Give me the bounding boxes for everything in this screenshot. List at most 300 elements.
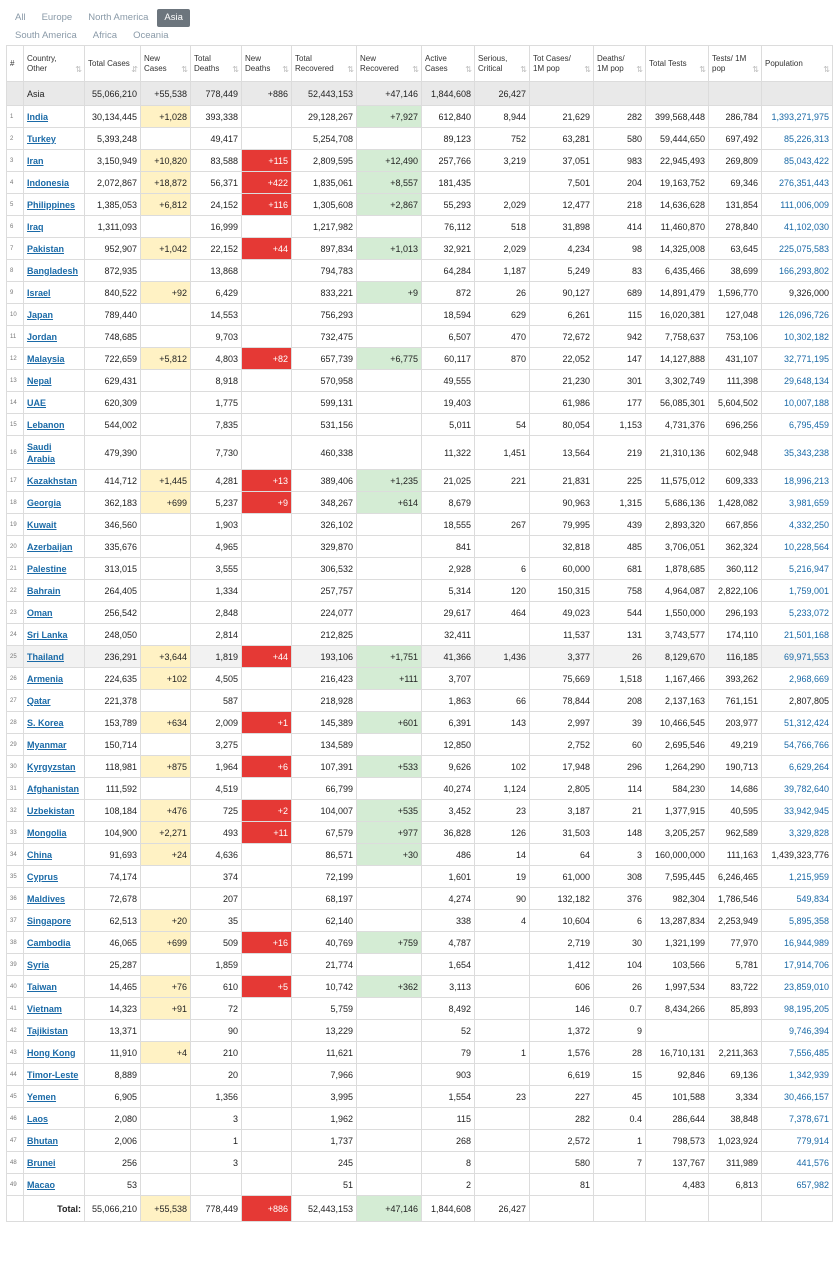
deaths-per-1m-cell: 60 xyxy=(594,734,646,756)
country-link[interactable]: Armenia xyxy=(27,673,64,684)
new-cases-cell xyxy=(141,866,191,888)
sort-icon[interactable]: ⇅ xyxy=(520,65,527,74)
new-cases-cell xyxy=(141,514,191,536)
tab-asia[interactable]: Asia xyxy=(157,9,189,27)
sort-icon[interactable]: ⇅ xyxy=(584,65,591,74)
new-recovered-cell: +9 xyxy=(357,282,422,304)
tab-europe[interactable]: Europe xyxy=(41,12,73,23)
rank-cell: 39 xyxy=(7,954,24,976)
sort-icon[interactable]: ⇅ xyxy=(232,65,239,74)
column-header-total-cases[interactable] xyxy=(85,46,141,82)
new-cases-cell xyxy=(141,624,191,646)
country-cell xyxy=(24,756,85,778)
new-recovered-cell xyxy=(357,910,422,932)
total-deaths-cell: 587 xyxy=(191,690,242,712)
active-cases-cell: 338 xyxy=(422,910,475,932)
active-cases-cell: 5,011 xyxy=(422,414,475,436)
population-cell: 6,629,264 xyxy=(762,756,833,778)
active-cases-cell: 52 xyxy=(422,1020,475,1042)
empty-cell xyxy=(709,1196,762,1222)
total-recovered-cell: 732,475 xyxy=(292,326,357,348)
total-recovered-cell: 51 xyxy=(292,1174,357,1196)
total-recovered-cell: 570,958 xyxy=(292,370,357,392)
country-link[interactable]: Tajikistan xyxy=(27,1025,68,1036)
cases-per-1m-cell: 1,576 xyxy=(530,1042,594,1064)
continent-num xyxy=(7,82,24,106)
active-cases-cell: 41,366 xyxy=(422,646,475,668)
total-recovered-cell: 5,254,708 xyxy=(292,128,357,150)
table-row xyxy=(7,844,833,866)
country-cell xyxy=(24,470,85,492)
column-header-total-deaths[interactable] xyxy=(191,46,242,82)
sort-icon[interactable]: ⇅ xyxy=(752,65,759,74)
new-recovered-cell xyxy=(357,888,422,910)
country-cell xyxy=(24,1020,85,1042)
total-recovered-cell: 21,774 xyxy=(292,954,357,976)
serious-critical-cell xyxy=(475,392,530,414)
total-tests-cell: 5,686,136 xyxy=(646,492,709,514)
country-link[interactable]: Bangladesh xyxy=(27,265,79,276)
rank-cell: 29 xyxy=(7,734,24,756)
active-cases-cell: 32,921 xyxy=(422,238,475,260)
total-tests-cell: 137,767 xyxy=(646,1152,709,1174)
total-tests-cell: 8,129,670 xyxy=(646,646,709,668)
country-link[interactable]: Jordan xyxy=(27,331,58,342)
country-cell xyxy=(24,778,85,800)
total-cases-cell: 8,889 xyxy=(85,1064,141,1086)
sort-icon[interactable]: ⇅ xyxy=(75,65,82,74)
country-link[interactable]: Saudi Arabia xyxy=(27,441,56,464)
country-link[interactable]: Kyrgyzstan xyxy=(27,761,76,772)
population-cell: 10,228,564 xyxy=(762,536,833,558)
sort-icon[interactable]: ⇅ xyxy=(181,65,188,74)
table-row xyxy=(7,756,833,778)
rank-cell: 24 xyxy=(7,624,24,646)
column-header-rank[interactable] xyxy=(7,46,24,82)
column-header-label: Population xyxy=(765,58,803,68)
total-deaths-cell: 49,417 xyxy=(191,128,242,150)
total-recovered-cell: 193,106 xyxy=(292,646,357,668)
total-deaths-cell: 7,835 xyxy=(191,414,242,436)
country-link[interactable]: Palestine xyxy=(27,563,67,574)
total-deaths-cell: 2,009 xyxy=(191,712,242,734)
rank-cell: 18 xyxy=(7,492,24,514)
new-deaths-cell xyxy=(242,1064,292,1086)
tests-per-1m-cell: 38,848 xyxy=(709,1108,762,1130)
tests-per-1m-cell: 174,110 xyxy=(709,624,762,646)
country-link[interactable]: Brunei xyxy=(27,1157,56,1168)
country-link[interactable]: Indonesia xyxy=(27,177,70,188)
serious-critical-cell: 1,187 xyxy=(475,260,530,282)
new-recovered-cell: +1,013 xyxy=(357,238,422,260)
table-row xyxy=(7,1020,833,1042)
country-link[interactable]: Yemen xyxy=(27,1091,57,1102)
total-recovered-cell: 245 xyxy=(292,1152,357,1174)
serious-critical-cell: 1 xyxy=(475,1042,530,1064)
country-link[interactable]: S. Korea xyxy=(27,717,64,728)
sort-icon[interactable]: ⇅ xyxy=(347,65,354,74)
country-link[interactable]: Israel xyxy=(27,287,51,298)
population-cell: 17,914,706 xyxy=(762,954,833,976)
country-link[interactable]: Bhutan xyxy=(27,1135,58,1146)
tab-africa[interactable]: Africa xyxy=(92,30,118,41)
new-cases-cell xyxy=(141,888,191,910)
total-recovered-cell: 1,305,608 xyxy=(292,194,357,216)
total-tests-cell: 8,434,266 xyxy=(646,998,709,1020)
new-deaths-cell xyxy=(242,734,292,756)
country-link[interactable]: Hong Kong xyxy=(27,1047,76,1058)
country-cell xyxy=(24,216,85,238)
country-link[interactable]: UAE xyxy=(27,397,47,408)
country-cell xyxy=(24,1108,85,1130)
country-cell xyxy=(24,514,85,536)
active-cases-cell: 1,601 xyxy=(422,866,475,888)
active-cases-cell: 903 xyxy=(422,1064,475,1086)
total-deaths-cell: 20 xyxy=(191,1064,242,1086)
column-header-active-cases[interactable] xyxy=(422,46,475,82)
table-row xyxy=(7,172,833,194)
country-link[interactable]: Syria xyxy=(27,959,50,970)
cases-per-1m-cell: 90,127 xyxy=(530,282,594,304)
total-active: 1,844,608 xyxy=(422,1196,475,1222)
country-link[interactable]: Taiwan xyxy=(27,981,57,992)
country-link[interactable]: Timor-Leste xyxy=(27,1069,79,1080)
deaths-per-1m-cell: 114 xyxy=(594,778,646,800)
country-link[interactable]: Mongolia xyxy=(27,827,67,838)
table-header-row xyxy=(7,46,833,82)
country-link[interactable]: China xyxy=(27,849,53,860)
country-cell xyxy=(24,1042,85,1064)
cases-per-1m-cell: 32,818 xyxy=(530,536,594,558)
sort-icon[interactable]: ⇵ xyxy=(131,65,138,74)
population-cell: 4,332,250 xyxy=(762,514,833,536)
population-cell: 7,378,671 xyxy=(762,1108,833,1130)
total-tests-cell: 4,731,376 xyxy=(646,414,709,436)
tests-per-1m-cell: 63,645 xyxy=(709,238,762,260)
new-cases-cell xyxy=(141,1152,191,1174)
column-header-label: New Deaths xyxy=(245,53,271,73)
country-link[interactable]: Iran xyxy=(27,155,44,166)
table-row xyxy=(7,976,833,998)
country-link[interactable]: Cambodia xyxy=(27,937,71,948)
rank-cell: 3 xyxy=(7,150,24,172)
country-link[interactable]: Sri Lanka xyxy=(27,629,68,640)
table-row xyxy=(7,690,833,712)
total-tests-cell: 1,264,290 xyxy=(646,756,709,778)
country-cell xyxy=(24,348,85,370)
cases-per-1m-cell: 606 xyxy=(530,976,594,998)
country-link[interactable]: Myanmar xyxy=(27,739,67,750)
cases-per-1m-cell: 10,604 xyxy=(530,910,594,932)
deaths-per-1m-cell: 39 xyxy=(594,712,646,734)
rank-cell: 40 xyxy=(7,976,24,998)
new-recovered-cell: +759 xyxy=(357,932,422,954)
tests-per-1m-cell: 311,989 xyxy=(709,1152,762,1174)
total-deaths-cell: 1,964 xyxy=(191,756,242,778)
country-link[interactable]: Uzbekistan xyxy=(27,805,75,816)
cases-per-1m-cell: 72,672 xyxy=(530,326,594,348)
continent-new-cases: +55,538 xyxy=(141,82,191,106)
column-header-country-other[interactable] xyxy=(24,46,85,82)
column-header-new-recovered[interactable] xyxy=(357,46,422,82)
country-link[interactable]: Qatar xyxy=(27,695,51,706)
new-cases-cell xyxy=(141,392,191,414)
cases-per-1m-cell: 90,963 xyxy=(530,492,594,514)
tab-north-america[interactable]: North America xyxy=(88,12,149,23)
total-tests-cell: 3,302,749 xyxy=(646,370,709,392)
new-cases-cell: +1,028 xyxy=(141,106,191,128)
population-cell: 9,746,394 xyxy=(762,1020,833,1042)
new-cases-cell xyxy=(141,128,191,150)
new-recovered-cell: +12,490 xyxy=(357,150,422,172)
table-row xyxy=(7,888,833,910)
country-link[interactable]: Azerbaijan xyxy=(27,541,73,552)
cases-per-1m-cell: 7,501 xyxy=(530,172,594,194)
country-link[interactable]: Oman xyxy=(27,607,53,618)
serious-critical-cell: 126 xyxy=(475,822,530,844)
country-cell xyxy=(24,414,85,436)
cases-per-1m-cell: 146 xyxy=(530,998,594,1020)
table-row xyxy=(7,106,833,128)
new-deaths-cell xyxy=(242,866,292,888)
tests-per-1m-cell: 278,840 xyxy=(709,216,762,238)
column-header-population[interactable] xyxy=(762,46,833,82)
total-deaths-cell: 83,588 xyxy=(191,150,242,172)
country-link[interactable]: Philippines xyxy=(27,199,76,210)
region-tabs-row-1 xyxy=(8,9,828,27)
tab-south-america[interactable]: South America xyxy=(15,30,77,41)
deaths-per-1m-cell: 7 xyxy=(594,1152,646,1174)
new-cases-cell xyxy=(141,370,191,392)
deaths-per-1m-cell: 115 xyxy=(594,304,646,326)
serious-critical-cell: 14 xyxy=(475,844,530,866)
active-cases-cell: 3,113 xyxy=(422,976,475,998)
tests-per-1m-cell: 431,107 xyxy=(709,348,762,370)
serious-critical-cell: 470 xyxy=(475,326,530,348)
new-deaths-cell: +44 xyxy=(242,238,292,260)
country-link[interactable]: Laos xyxy=(27,1113,49,1124)
deaths-per-1m-cell: 758 xyxy=(594,580,646,602)
total-tests-cell: 13,287,834 xyxy=(646,910,709,932)
table-row xyxy=(7,1042,833,1064)
new-deaths-cell xyxy=(242,414,292,436)
table-row xyxy=(7,800,833,822)
tests-per-1m-cell: 131,854 xyxy=(709,194,762,216)
rank-cell: 44 xyxy=(7,1064,24,1086)
serious-critical-cell: 66 xyxy=(475,690,530,712)
tests-per-1m-cell: 1,596,770 xyxy=(709,282,762,304)
column-header-deaths-1m-pop[interactable] xyxy=(594,46,646,82)
serious-critical-cell: 752 xyxy=(475,128,530,150)
total-tests-cell: 1,878,685 xyxy=(646,558,709,580)
column-header-tot-cases-1m-pop[interactable] xyxy=(530,46,594,82)
population-cell: 41,102,030 xyxy=(762,216,833,238)
new-deaths-cell: +116 xyxy=(242,194,292,216)
total-tests-cell: 286,644 xyxy=(646,1108,709,1130)
new-recovered-cell xyxy=(357,580,422,602)
active-cases-cell: 181,435 xyxy=(422,172,475,194)
active-cases-cell: 40,274 xyxy=(422,778,475,800)
cases-per-1m-cell: 80,054 xyxy=(530,414,594,436)
empty-cell xyxy=(762,1196,833,1222)
new-cases-cell: +634 xyxy=(141,712,191,734)
cases-per-1m-cell: 60,000 xyxy=(530,558,594,580)
deaths-per-1m-cell: 983 xyxy=(594,150,646,172)
population-cell: 1,439,323,776 xyxy=(762,844,833,866)
new-cases-cell: +20 xyxy=(141,910,191,932)
new-recovered-cell xyxy=(357,260,422,282)
sort-icon[interactable]: ⇅ xyxy=(282,65,289,74)
population-cell: 10,302,182 xyxy=(762,326,833,348)
serious-critical-cell xyxy=(475,370,530,392)
tab-oceania[interactable]: Oceania xyxy=(133,30,169,41)
country-link[interactable]: Afghanistan xyxy=(27,783,80,794)
column-header-total-tests[interactable] xyxy=(646,46,709,82)
total-deaths-cell: 725 xyxy=(191,800,242,822)
new-deaths-cell xyxy=(242,668,292,690)
column-header-new-deaths[interactable] xyxy=(242,46,292,82)
serious-critical-cell xyxy=(475,1174,530,1196)
country-link[interactable]: Turkey xyxy=(27,133,56,144)
country-link[interactable]: Nepal xyxy=(27,375,52,386)
tests-per-1m-cell xyxy=(709,1020,762,1042)
sort-icon[interactable]: ⇅ xyxy=(699,65,706,74)
country-cell xyxy=(24,172,85,194)
active-cases-cell: 49,555 xyxy=(422,370,475,392)
total-recovered-cell: 66,799 xyxy=(292,778,357,800)
country-cell xyxy=(24,260,85,282)
country-cell xyxy=(24,844,85,866)
active-cases-cell: 257,766 xyxy=(422,150,475,172)
tests-per-1m-cell: 190,713 xyxy=(709,756,762,778)
deaths-per-1m-cell: 6 xyxy=(594,910,646,932)
column-header-tests-1m-pop[interactable] xyxy=(709,46,762,82)
new-recovered-cell xyxy=(357,954,422,976)
table-row xyxy=(7,492,833,514)
serious-critical-cell xyxy=(475,1130,530,1152)
serious-critical-cell: 8,944 xyxy=(475,106,530,128)
new-recovered-cell xyxy=(357,304,422,326)
new-deaths-cell xyxy=(242,282,292,304)
country-link[interactable]: Macao xyxy=(27,1179,56,1190)
rank-cell: 13 xyxy=(7,370,24,392)
country-link[interactable]: Lebanon xyxy=(27,419,65,430)
total-cases-cell: 236,291 xyxy=(85,646,141,668)
total-cases-cell: 6,905 xyxy=(85,1086,141,1108)
active-cases-cell: 12,850 xyxy=(422,734,475,756)
total-recovered-cell: 531,156 xyxy=(292,414,357,436)
country-link[interactable]: Iraq xyxy=(27,221,44,232)
deaths-per-1m-cell: 131 xyxy=(594,624,646,646)
country-link[interactable]: Singapore xyxy=(27,915,72,926)
tests-per-1m-cell: 697,492 xyxy=(709,128,762,150)
country-link[interactable]: Pakistan xyxy=(27,243,65,254)
total-deaths-cell: 8,918 xyxy=(191,370,242,392)
cases-per-1m-cell: 81 xyxy=(530,1174,594,1196)
country-cell xyxy=(24,370,85,392)
total-recovered-cell: 329,870 xyxy=(292,536,357,558)
tests-per-1m-cell: 753,106 xyxy=(709,326,762,348)
sort-icon[interactable]: ⇅ xyxy=(412,65,419,74)
population-cell: 166,293,802 xyxy=(762,260,833,282)
column-header-label: Total Deaths xyxy=(194,53,220,73)
serious-critical-cell: 102 xyxy=(475,756,530,778)
sort-icon[interactable]: ⇅ xyxy=(636,65,643,74)
cases-per-1m-cell: 17,948 xyxy=(530,756,594,778)
country-link[interactable]: Georgia xyxy=(27,497,62,508)
total-recovered-cell: 212,825 xyxy=(292,624,357,646)
population-cell: 5,233,072 xyxy=(762,602,833,624)
sort-icon[interactable]: ⇅ xyxy=(465,65,472,74)
total-tests-cell: 7,758,637 xyxy=(646,326,709,348)
population-cell: 276,351,443 xyxy=(762,172,833,194)
new-recovered-cell: +111 xyxy=(357,668,422,690)
empty-cell xyxy=(7,1196,24,1222)
country-link[interactable]: Vietnam xyxy=(27,1003,62,1014)
continent-critical: 26,427 xyxy=(475,82,530,106)
new-cases-cell xyxy=(141,326,191,348)
column-header-total-recovered[interactable] xyxy=(292,46,357,82)
new-deaths-cell xyxy=(242,1174,292,1196)
country-link[interactable]: Maldives xyxy=(27,893,66,904)
total-tests-cell: 14,325,008 xyxy=(646,238,709,260)
new-cases-cell: +92 xyxy=(141,282,191,304)
total-deaths-cell: 22,152 xyxy=(191,238,242,260)
active-cases-cell: 76,112 xyxy=(422,216,475,238)
new-recovered-cell: +1,751 xyxy=(357,646,422,668)
country-cell xyxy=(24,910,85,932)
deaths-per-1m-cell: 30 xyxy=(594,932,646,954)
continent-total-recovered: 52,443,153 xyxy=(292,82,357,106)
deaths-per-1m-cell: 580 xyxy=(594,128,646,150)
column-header-new-cases[interactable] xyxy=(141,46,191,82)
table-row xyxy=(7,998,833,1020)
country-link[interactable]: Cyprus xyxy=(27,871,59,882)
table-row xyxy=(7,1108,833,1130)
total-tests-cell: 21,310,136 xyxy=(646,436,709,470)
country-link[interactable]: Kuwait xyxy=(27,519,57,530)
total-cases-cell: 1,311,093 xyxy=(85,216,141,238)
total-recovered-cell: 145,389 xyxy=(292,712,357,734)
rank-cell: 48 xyxy=(7,1152,24,1174)
new-deaths-cell xyxy=(242,998,292,1020)
tab-all[interactable]: All xyxy=(15,12,26,23)
country-link[interactable]: India xyxy=(27,111,49,122)
new-recovered-cell: +30 xyxy=(357,844,422,866)
table-row xyxy=(7,282,833,304)
rank-cell: 20 xyxy=(7,536,24,558)
total-tests-cell: 798,573 xyxy=(646,1130,709,1152)
country-link[interactable]: Malaysia xyxy=(27,353,65,364)
serious-critical-cell: 629 xyxy=(475,304,530,326)
new-deaths-cell xyxy=(242,1042,292,1064)
column-header-serious-critical[interactable] xyxy=(475,46,530,82)
sort-icon[interactable]: ⇅ xyxy=(823,65,830,74)
serious-critical-cell: 4 xyxy=(475,910,530,932)
country-link[interactable]: Kazakhstan xyxy=(27,475,78,486)
country-link[interactable]: Bahrain xyxy=(27,585,61,596)
total-deaths-cell: 7,730 xyxy=(191,436,242,470)
country-link[interactable]: Japan xyxy=(27,309,54,320)
continent-row xyxy=(7,82,833,106)
active-cases-cell: 9,626 xyxy=(422,756,475,778)
new-cases-cell xyxy=(141,1020,191,1042)
new-recovered-cell xyxy=(357,326,422,348)
total-cases-cell: 108,184 xyxy=(85,800,141,822)
country-link[interactable]: Thailand xyxy=(27,651,65,662)
deaths-per-1m-cell: 296 xyxy=(594,756,646,778)
active-cases-cell: 8,492 xyxy=(422,998,475,1020)
